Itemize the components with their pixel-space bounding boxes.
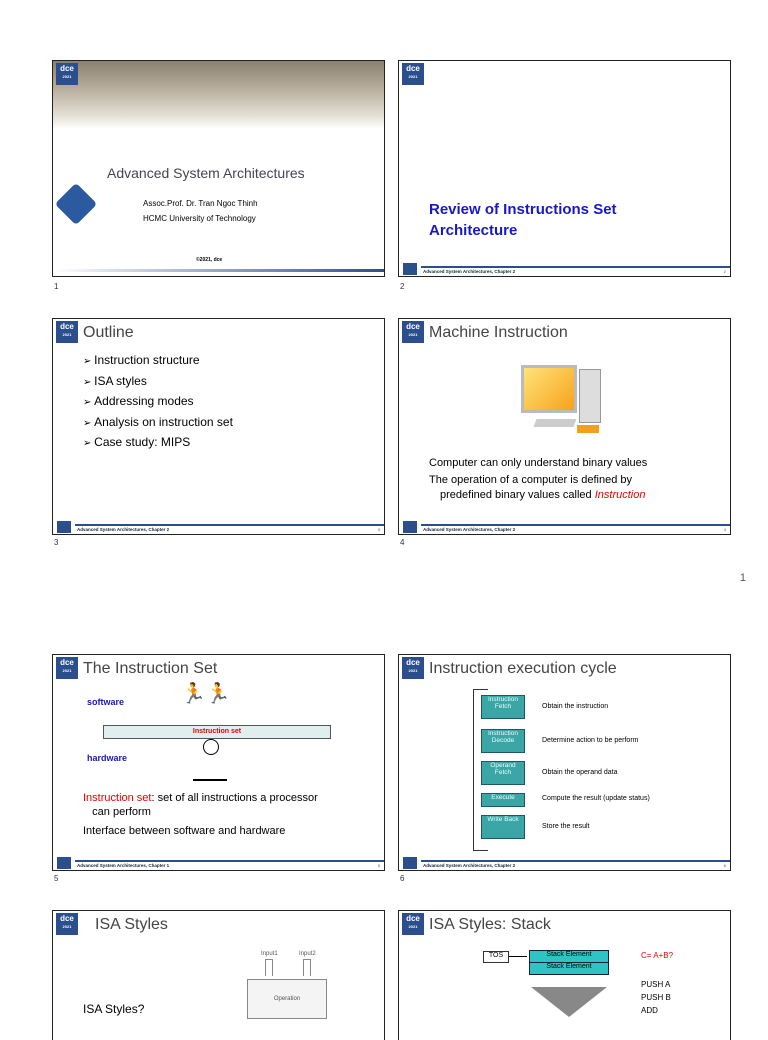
software-label: software	[87, 697, 125, 707]
slide-7	[52, 910, 385, 1040]
slide-footer: Advanced System Architectures, Chapter 2 4	[399, 518, 730, 534]
page-num-2: 2	[400, 282, 405, 291]
list-item: ➢ ISA styles	[83, 372, 233, 393]
page-num-3: 3	[54, 538, 59, 547]
slide-2-title: Review of Instructions Set Architecture	[429, 201, 617, 239]
list-item: ➢ Instruction structure	[83, 351, 233, 372]
interface-text: Interface between software and hardware	[83, 825, 286, 837]
input2-arrow-icon	[303, 959, 311, 976]
slide-footer: Advanced System Architectures, Chapter 1 5	[53, 854, 384, 870]
author: Assoc.Prof. Dr. Tran Ngoc Thinh	[143, 199, 258, 208]
stack-element: Stack Element	[529, 962, 609, 975]
input2-label: Input2	[299, 951, 316, 957]
slide-footer: Advanced System Architectures, Chapter 2 3	[53, 518, 384, 534]
slide-5	[52, 654, 385, 871]
footer-logo-icon	[403, 521, 417, 533]
page-num-1: 1	[54, 282, 59, 291]
tos-box: TOS	[483, 951, 509, 963]
slide-title: Instruction execution cycle	[429, 660, 617, 677]
hardware-label: hardware	[87, 753, 128, 763]
slide-footer: Advanced System Architectures, Chapter 2 2	[399, 260, 730, 276]
input1-label: Input1	[261, 951, 278, 957]
step-box: Write Back	[481, 815, 525, 839]
page-number: 1	[739, 572, 746, 584]
support-figure-icon	[193, 739, 227, 781]
isa-question: ISA Styles?	[83, 1002, 145, 1016]
step-box: Execute	[481, 793, 525, 807]
page-num-4: 4	[400, 538, 405, 547]
dce-logo: dce 2021	[56, 321, 78, 343]
slide-3	[52, 318, 385, 535]
slide-1	[52, 60, 385, 277]
operation-box: Operation	[247, 979, 327, 1019]
slide-title: Outline	[83, 324, 134, 341]
slide-6	[398, 654, 731, 871]
step-box: Operand Fetch	[481, 761, 525, 785]
school: HCMC University of Technology	[143, 214, 256, 223]
list-item: ➢ Addressing modes	[83, 392, 233, 413]
slide-title: Machine Instruction	[429, 324, 568, 341]
code-line: ADD	[641, 1006, 658, 1015]
step-box: Instruction Fetch	[481, 695, 525, 719]
list-item: ➢ Analysis on instruction set	[83, 413, 233, 434]
instruction-set-bar: Instruction set	[103, 725, 331, 739]
tos-arrow	[509, 956, 527, 957]
stick-figures-icon: 🏃🏃	[181, 683, 231, 705]
code-line: PUSH A	[641, 980, 671, 989]
line-3: predefined binary values called Instruction	[440, 489, 646, 501]
line-1: Computer can only understand binary values	[429, 457, 648, 469]
dce-logo: dce 2021	[402, 657, 424, 679]
list-item: ➢ Case study: MIPS	[83, 433, 233, 454]
university-logo	[55, 183, 97, 225]
line-2: The operation of a computer is defined by	[429, 474, 633, 486]
dce-logo: dce 2021	[56, 913, 78, 935]
slide-title: ISA Styles: Stack	[429, 916, 551, 933]
definition: Instruction set: set of all instructions a processor can perform	[83, 792, 318, 818]
step-desc: Determine action to be perform	[542, 737, 639, 744]
alu-shape	[531, 987, 607, 1017]
step-box: Instruction Decode	[481, 729, 525, 753]
dce-logo: dce 2021	[402, 321, 424, 343]
computer-icon	[521, 365, 603, 435]
dce-logo: dce 2021	[56, 657, 78, 679]
dce-logo: dce 2021	[402, 63, 424, 85]
page-num-6: 6	[400, 874, 405, 883]
dce-logo: dce 2021	[56, 63, 78, 85]
banner-image	[53, 61, 384, 129]
step-desc: Store the result	[542, 823, 590, 830]
slide-title: The Instruction Set	[83, 660, 218, 677]
slide-4	[398, 318, 731, 535]
step-desc: Compute the result (update status)	[542, 795, 650, 802]
footer-bar	[53, 269, 384, 272]
step-desc: Obtain the operand data	[542, 769, 618, 776]
outline-list	[83, 351, 233, 454]
code-line: PUSH B	[641, 993, 671, 1002]
equation: C= A+B?	[641, 951, 674, 960]
slide-1-title: Advanced System Architectures	[107, 165, 305, 181]
stack-element: Stack Element	[529, 950, 609, 963]
dce-logo: dce 2021	[402, 913, 424, 935]
slide-title: ISA Styles	[95, 916, 168, 933]
footer-logo-icon	[57, 857, 71, 869]
footer-logo-icon	[403, 857, 417, 869]
copyright: ©2021, dce	[196, 257, 223, 263]
input1-arrow-icon	[265, 959, 273, 976]
page-num-5: 5	[54, 874, 59, 883]
footer-logo-icon	[403, 263, 417, 275]
footer-logo-icon	[57, 521, 71, 533]
slide-8	[398, 910, 731, 1040]
slide-2	[398, 60, 731, 277]
slide-footer: Advanced System Architectures, Chapter 2 6	[399, 854, 730, 870]
step-desc: Obtain the instruction	[542, 703, 609, 710]
